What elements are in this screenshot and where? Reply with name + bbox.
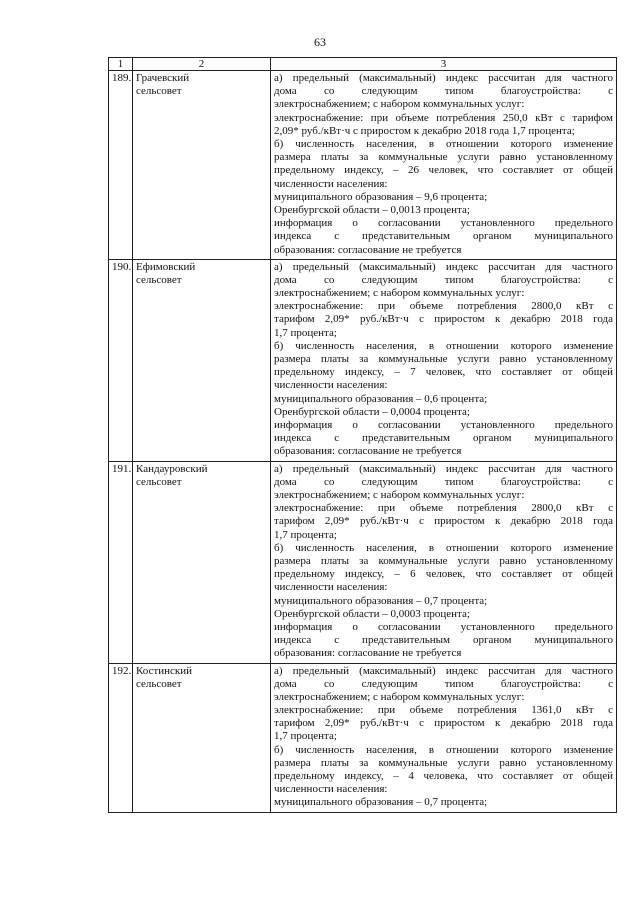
description-line: индекса с представительным органом муниципального [274,634,613,647]
municipality-name [133,259,271,461]
description-line: размера платы за коммунальные услуги равно установленному [274,353,613,366]
tariff-table [108,57,617,813]
row-number: 190. [109,259,133,461]
description-line: информация о согласовании установленного предельного [274,620,613,633]
description-line: предельному индексу, – 6 человек, что составляет от общей [274,568,613,581]
index-description [271,461,617,663]
description-line: а) предельный (максимальный) индекс рассчитан для частного [274,260,613,273]
description-line: предельному индексу, – 7 человек, что составляет от общей [274,366,613,379]
description-line: тарифом 2,09* руб./кВт·ч с приростом к декабрю 2018 года [274,717,613,730]
description-line: численности населения: [274,581,388,594]
index-description [271,71,617,260]
description-line: размера платы за коммунальные услуги равно установленному [274,756,613,769]
description-line: размера платы за коммунальные услуги равно установленному [274,151,613,164]
description-line: индекса с представительным органом муниципального [274,432,613,445]
description-line: электроснабжение: при объеме потребления 250,0 кВт с тарифом [274,111,613,124]
index-description [271,663,617,812]
description-line: 1,7 процента; [274,326,337,339]
description-line: численности населения: [274,177,388,190]
municipality-name-line: сельсовет [136,475,182,488]
municipality-name [133,663,271,812]
description-line: б) численность населения, в отношении которого изменение [274,743,613,756]
municipality-name-line: сельсовет [136,85,182,98]
column-header-1: 1 [109,58,133,71]
description-line: 1,7 процента; [274,730,337,743]
municipality-name-line: сельсовет [136,273,182,286]
municipality-name-line: Грачевский [136,72,190,84]
page-number: 63 [314,35,326,49]
description-line: электроснабжение: при объеме потребления 2800,0 кВт с [274,300,613,313]
description-line: а) предельный (максимальный) индекс рассчитан для частного [274,72,613,84]
description-line: индекса с представительным органом муниципального [274,230,613,243]
description-line: тарифом 2,09* руб./кВт·ч с приростом к декабрю 2018 года [274,313,613,326]
description-line: электроснабжением; с набором коммунальных услуг: [274,98,525,111]
description-line: информация о согласовании установленного предельного [274,419,613,432]
description-line: дома со следующим типом благоустройства: с [274,273,613,286]
table-row [109,663,617,812]
description-line: муниципального образования – 0,7 процента; [274,594,488,607]
description-line: дома со следующим типом благоустройства: с [274,475,613,488]
description-line: Оренбургской области – 0,0013 процента; [274,203,470,216]
municipality-name [133,71,271,260]
description-line: численности населения: [274,783,388,796]
description-line: электроснабжением; с набором коммунальных услуг: [274,489,525,501]
description-line: Оренбургской области – 0,0004 процента; [274,405,470,418]
description-line: образования: согласование не требуется [274,647,462,660]
description-line: муниципального образования – 0,7 процента; [274,796,488,809]
row-number: 189. [109,71,133,260]
table-row [109,259,617,461]
description-line: электроснабжение: при объеме потребления 2800,0 кВт с [274,502,613,515]
table-header-row [109,58,617,71]
table-row [109,71,617,260]
table-row [109,461,617,663]
description-line: б) численность населения, в отношении которого изменение [274,137,613,150]
municipality-name-line: сельсовет [136,677,182,690]
municipality-name-line: Ефимовский [136,260,196,273]
row-number: 191. [109,461,133,663]
description-line: дома со следующим типом благоустройства: с [274,677,613,690]
description-line: электроснабжение: при объеме потребления 1361,0 кВт с [274,704,613,717]
description-line: 1,7 процента; [274,528,337,541]
description-line: размера платы за коммунальные услуги равно установленному [274,554,613,567]
description-line: информация о согласовании установленного предельного [274,217,613,230]
description-line: а) предельный (максимальный) индекс рассчитан для частного [274,664,613,677]
description-line: муниципального образования – 0,6 процента; [274,392,488,405]
description-line: численности населения: [274,379,388,392]
description-line: а) предельный (максимальный) индекс рассчитан для частного [274,462,613,475]
row-number: 192. [109,663,133,812]
municipality-name-line: Костинский [136,664,193,677]
column-header-2: 2 [133,58,271,71]
description-line: образования: согласование не требуется [274,243,462,256]
description-line: муниципального образования – 9,6 процента; [274,190,488,203]
description-line: тарифом 2,09* руб./кВт·ч с приростом к декабрю 2018 года [274,515,613,528]
description-line: предельному индексу, – 4 человека, что составляет от общей [274,770,613,783]
index-description [271,259,617,461]
description-line: Оренбургской области – 0,0003 процента; [274,607,470,620]
description-line: б) численность населения, в отношении которого изменение [274,541,613,554]
municipality-name-line: Кандауровский [136,462,208,475]
description-line: электроснабжением; с набором коммунальных услуг: [274,287,525,300]
description-line: электроснабжением; с набором коммунальных услуг: [274,690,525,703]
description-line: б) численность населения, в отношении которого изменение [274,339,613,352]
description-line: 2,09* руб./кВт·ч с приростом к декабрю 2018 года 1,7 процента; [274,124,575,137]
description-line: дома со следующим типом благоустройства: с [274,85,613,98]
municipality-name [133,461,271,663]
column-header-3: 3 [271,58,617,71]
description-line: предельному индексу, – 26 человек, что составляет от общей [274,164,613,177]
description-line: образования: согласование не требуется [274,445,462,458]
